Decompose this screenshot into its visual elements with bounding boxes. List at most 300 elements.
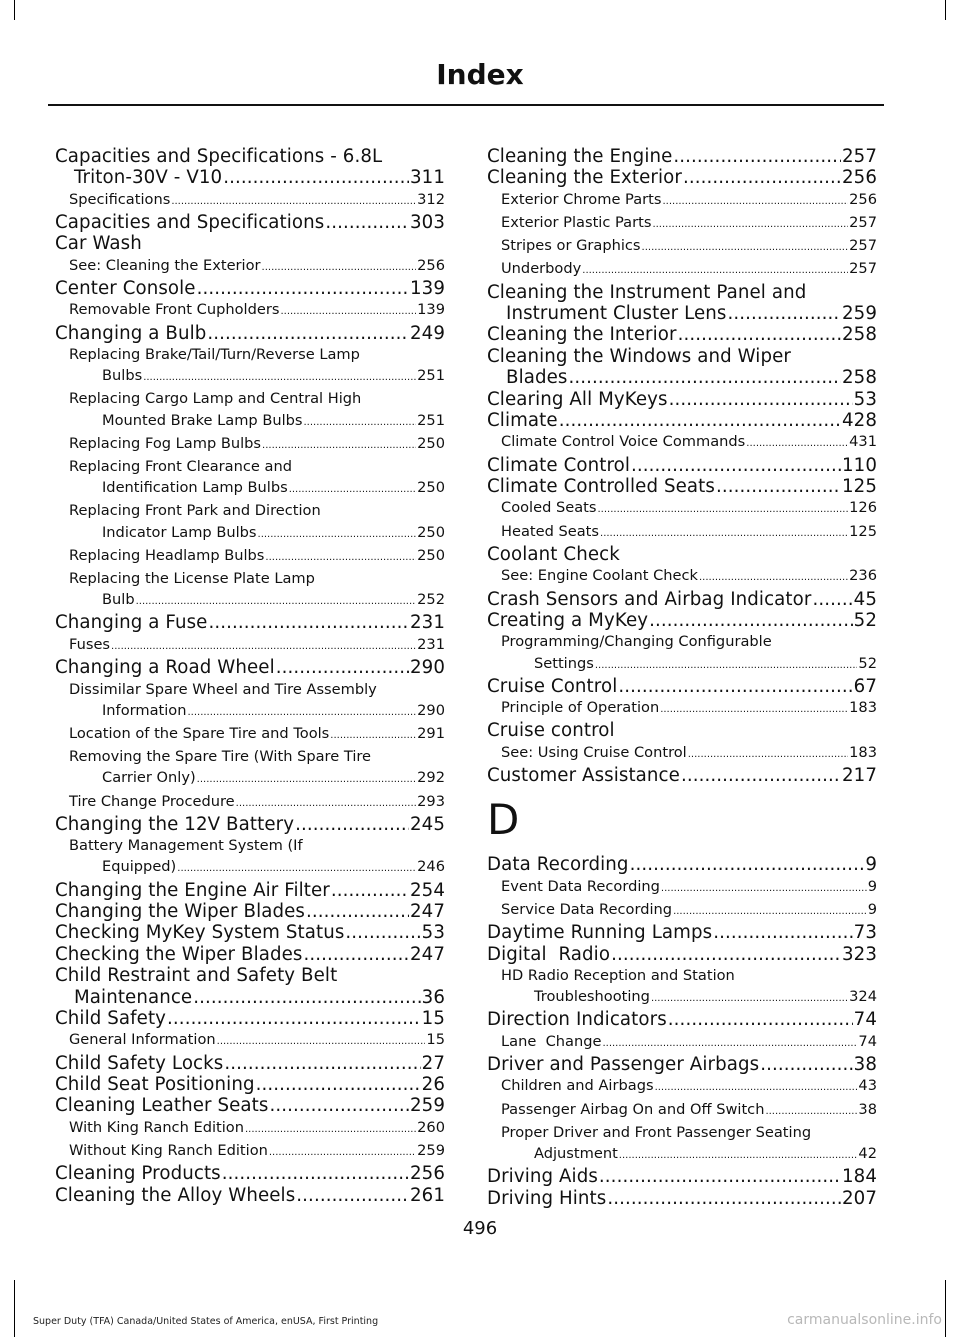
dot-leader — [269, 1142, 416, 1163]
entry-text: Child Restraint and Safety Belt — [55, 965, 338, 987]
entry-text: Climate Controlled Seats — [487, 476, 715, 498]
entry-page-number: 183 — [849, 699, 877, 717]
index-entry[interactable] — [487, 765, 877, 786]
dot-leader — [207, 323, 409, 344]
index-subentry[interactable] — [487, 212, 877, 235]
entry-page-number: 258 — [841, 324, 877, 346]
entry-text: Changing a Bulb — [55, 322, 207, 344]
entry-text: Direction Indicators — [487, 1009, 667, 1031]
entry-page-number: 246 — [417, 858, 445, 876]
index-entry[interactable] — [55, 1053, 445, 1074]
index-entry[interactable] — [487, 1166, 877, 1187]
entry-text: Triton-30V - V10 — [74, 167, 223, 189]
entry-page-number: 217 — [841, 764, 877, 786]
index-entry[interactable] — [487, 167, 877, 188]
entry-page-number: 125 — [841, 476, 877, 498]
entry-text: Cruise Control — [487, 675, 618, 697]
index-entry[interactable] — [487, 455, 877, 476]
index-entry[interactable] — [487, 922, 877, 943]
entry-page-number: 247 — [409, 900, 445, 922]
index-subentry[interactable] — [487, 1099, 877, 1122]
entry-page-number: 38 — [858, 1100, 877, 1118]
entry-text: Daytime Running Lamps — [487, 922, 713, 944]
entry-text: Identification Lamp Bulbs — [102, 479, 288, 497]
dot-leader — [642, 237, 849, 258]
entry-page-number: 290 — [417, 701, 445, 719]
index-subentry[interactable] — [487, 565, 877, 588]
index-entry[interactable] — [55, 612, 445, 633]
dot-leader — [111, 636, 416, 657]
entry-text: Underbody — [501, 260, 582, 278]
entry-page-number: 15 — [421, 1007, 445, 1029]
entry-page-number: 250 — [417, 523, 445, 541]
entry-text: Cooled Seats — [501, 499, 597, 517]
index-subentry[interactable] — [55, 433, 445, 456]
entry-text: Climate Control Voice Commands — [501, 433, 746, 451]
index-subentry[interactable] — [55, 568, 445, 612]
entry-text: Cleaning the Exterior — [487, 167, 682, 189]
entry-text: Proper Driver and Front Passenger Seating — [501, 1123, 812, 1141]
entry-page-number: 257 — [849, 237, 877, 255]
entry-page-number: 245 — [409, 813, 445, 835]
index-subentry[interactable] — [487, 521, 877, 544]
entry-text: Cleaning the Alloy Wheels — [55, 1184, 296, 1206]
index-entry[interactable] — [487, 410, 877, 431]
index-entry[interactable] — [55, 880, 445, 901]
entry-page-number: 251 — [417, 411, 445, 429]
dot-leader — [236, 793, 416, 814]
entry-text: Cleaning the Instrument Panel and — [487, 281, 807, 303]
entry-text: Lane Change — [501, 1032, 602, 1050]
dot-leader — [295, 814, 409, 835]
dot-leader — [217, 1031, 426, 1052]
dot-leader — [599, 1166, 841, 1187]
dot-leader — [728, 303, 841, 324]
entry-text: Replacing Headlamp Bulbs — [69, 546, 265, 564]
entry-text: Location of the Spare Tire and Tools — [69, 724, 330, 742]
entry-page-number: 293 — [417, 792, 445, 810]
index-entry[interactable] — [55, 1163, 445, 1184]
dot-leader — [245, 1119, 416, 1140]
entry-text: Changing the 12V Battery — [55, 813, 295, 835]
entry-page-number: 256 — [841, 167, 877, 189]
entry-page-number: 139 — [417, 301, 445, 319]
entry-text: Cleaning Leather Seats — [55, 1095, 269, 1117]
index-entry[interactable] — [55, 146, 445, 189]
dot-leader — [649, 610, 853, 631]
index-entry[interactable] — [487, 720, 877, 741]
index-entry[interactable] — [55, 1185, 445, 1206]
entry-text: Removing the Spare Tire (With Spare Tire — [69, 748, 372, 766]
dot-leader — [331, 880, 409, 901]
dot-leader — [224, 1053, 420, 1074]
dot-leader — [296, 1185, 409, 1206]
dot-leader — [325, 212, 409, 233]
page-number: 496 — [462, 1218, 498, 1239]
entry-page-number: 207 — [841, 1187, 877, 1209]
dot-leader — [345, 922, 420, 943]
index-subentry[interactable] — [487, 235, 877, 258]
entry-text: Replacing Front Park and Direction — [69, 502, 321, 520]
entry-page-number: 15 — [426, 1031, 445, 1049]
index-entry[interactable] — [55, 901, 445, 922]
entry-page-number: 290 — [409, 657, 445, 679]
entry-text: Settings — [534, 654, 594, 672]
entry-text: Child Seat Positioning — [55, 1073, 255, 1095]
dot-leader — [559, 410, 841, 431]
entry-page-number: 73 — [853, 922, 877, 944]
dot-leader — [652, 214, 848, 235]
index-entry[interactable] — [55, 1074, 445, 1095]
index-subentry[interactable] — [487, 1075, 877, 1098]
dot-leader — [262, 257, 417, 278]
entry-text: Battery Management System (If — [69, 837, 303, 855]
entry-page-number: 260 — [417, 1118, 445, 1136]
index-subentry[interactable] — [487, 631, 877, 675]
entry-text: Data Recording — [487, 854, 629, 876]
index-subentry[interactable] — [55, 1029, 445, 1052]
index-subentry[interactable] — [55, 500, 445, 544]
dot-leader — [569, 367, 841, 388]
header-divider — [48, 104, 884, 106]
index-entry[interactable] — [55, 323, 445, 344]
entry-text: Fuses — [69, 635, 111, 653]
entry-page-number: 259 — [841, 303, 877, 325]
entry-text: Changing a Fuse — [55, 612, 208, 634]
index-entry[interactable] — [487, 544, 877, 565]
entry-text: Center Console — [55, 278, 196, 300]
dot-leader — [306, 901, 409, 922]
dot-leader — [582, 260, 848, 281]
dot-leader — [280, 301, 416, 322]
index-subentry[interactable] — [487, 697, 877, 720]
entry-page-number: 74 — [858, 1032, 877, 1050]
dot-leader — [193, 987, 420, 1008]
entry-page-number: 45 — [853, 588, 877, 610]
entry-page-number: 431 — [849, 433, 877, 451]
entry-text: Cleaning Products — [55, 1163, 221, 1185]
dot-leader — [660, 699, 848, 720]
dot-leader — [143, 367, 416, 388]
entry-text: Capacities and Specifications — [55, 212, 325, 234]
entry-text: Blades — [506, 367, 568, 389]
index-entry[interactable] — [487, 324, 877, 345]
index-entry[interactable] — [487, 282, 877, 325]
entry-page-number: 43 — [858, 1077, 877, 1095]
entry-text: Clearing All MyKeys — [487, 388, 668, 410]
dot-leader — [661, 878, 867, 899]
entry-text: Bulbs — [102, 367, 143, 385]
dot-leader — [611, 944, 841, 965]
entry-text: Mounted Brake Lamp Bulbs — [102, 411, 303, 429]
entry-page-number: 53 — [853, 388, 877, 410]
dot-leader — [223, 167, 409, 188]
entry-page-number: 261 — [409, 1184, 445, 1206]
index-entry[interactable] — [487, 1188, 877, 1209]
dot-leader — [765, 1101, 857, 1122]
index-subentry[interactable] — [55, 679, 445, 723]
index-subentry[interactable] — [55, 255, 445, 278]
dot-leader — [619, 1145, 858, 1166]
dot-leader — [699, 567, 848, 588]
crop-mark-bottom-left-v — [14, 1280, 15, 1337]
entry-text: Checking MyKey System Status — [55, 922, 345, 944]
entry-text: Replacing Cargo Lamp and Central High — [69, 390, 362, 408]
entry-page-number: 312 — [417, 190, 445, 208]
entry-page-number: 52 — [853, 609, 877, 631]
entry-page-number: 257 — [849, 260, 877, 278]
entry-text: Stripes or Graphics — [501, 237, 641, 255]
dot-leader — [673, 901, 867, 922]
entry-page-number: 311 — [409, 167, 445, 189]
entry-page-number: 53 — [421, 922, 445, 944]
watermark: carmanualsonline.info — [787, 1312, 942, 1328]
index-subentry[interactable] — [55, 1117, 445, 1140]
entry-text: Tire Change Procedure — [69, 792, 235, 810]
dot-leader — [746, 433, 848, 454]
entry-text: Event Data Recording — [501, 877, 660, 895]
entry-text: Service Data Recording — [501, 900, 673, 918]
index-subentry[interactable] — [487, 899, 877, 922]
entry-page-number: 26 — [421, 1073, 445, 1095]
index-entry[interactable] — [55, 922, 445, 943]
index-entry[interactable] — [55, 278, 445, 299]
entry-page-number: 257 — [841, 146, 877, 167]
index-subentry[interactable] — [487, 1031, 877, 1054]
index-subentry[interactable] — [55, 634, 445, 657]
dot-leader — [683, 167, 841, 188]
index-subentry[interactable] — [55, 746, 445, 790]
entry-page-number: 324 — [849, 988, 877, 1006]
crop-mark-top-left-v — [14, 0, 15, 20]
index-subentry[interactable] — [55, 299, 445, 322]
entry-text: Car Wash — [55, 233, 142, 255]
entry-text: Passenger Airbag On and Off Switch — [501, 1100, 765, 1118]
index-subentry[interactable] — [487, 742, 877, 765]
entry-page-number: 231 — [409, 612, 445, 634]
entry-page-number: 428 — [841, 410, 877, 432]
entry-page-number: 231 — [417, 635, 445, 653]
dot-leader — [269, 1095, 409, 1116]
entry-text: Replacing Front Clearance and — [69, 458, 292, 476]
dot-leader — [631, 455, 841, 476]
entry-text: Checking the Wiper Blades — [55, 943, 303, 965]
dot-leader — [618, 676, 852, 697]
index-subentry[interactable] — [487, 258, 877, 281]
dot-leader — [607, 1188, 841, 1209]
entry-text: Programming/Changing Configurable — [501, 633, 772, 651]
dot-leader — [598, 499, 849, 520]
index-subentry[interactable] — [487, 1122, 877, 1166]
entry-text: Instrument Cluster Lens — [506, 303, 727, 325]
index-entry[interactable] — [55, 1008, 445, 1029]
index-entry[interactable] — [487, 1009, 877, 1030]
dot-leader — [688, 744, 848, 765]
dot-leader — [258, 524, 417, 545]
entry-text: Changing the Wiper Blades — [55, 900, 305, 922]
entry-text: Cruise control — [487, 720, 615, 742]
entry-page-number: 257 — [849, 214, 877, 232]
index-subentry[interactable] — [487, 965, 877, 1009]
index-subentry[interactable] — [55, 344, 445, 388]
entry-text: Capacities and Specifications - 6.8L — [55, 146, 383, 167]
index-entry[interactable] — [487, 589, 877, 610]
index-entry[interactable] — [487, 346, 877, 389]
entry-page-number: 291 — [417, 724, 445, 742]
dot-leader — [304, 412, 417, 433]
index-entry[interactable] — [55, 212, 445, 233]
dot-leader — [289, 479, 416, 500]
entry-text: See: Cleaning the Exterior — [69, 256, 261, 274]
entry-text: Driving Hints — [487, 1187, 607, 1209]
dot-leader — [197, 769, 416, 790]
index-entry[interactable] — [487, 944, 877, 965]
index-subentry[interactable] — [55, 1140, 445, 1163]
dot-leader — [197, 278, 409, 299]
dot-leader — [171, 191, 416, 212]
entry-text: Replacing Fog Lamp Bulbs — [69, 434, 262, 452]
entry-text: Replacing the License Plate Lamp — [69, 570, 315, 588]
index-entry[interactable] — [487, 676, 877, 697]
entry-page-number: 250 — [417, 546, 445, 564]
entry-page-number: 36 — [421, 986, 445, 1008]
dot-leader — [673, 146, 841, 167]
entry-text: Coolant Check — [487, 543, 620, 565]
entry-text: Without King Ranch Edition — [69, 1142, 268, 1159]
entry-page-number: 9 — [867, 877, 877, 895]
index-subentry[interactable] — [55, 189, 445, 212]
index-entry[interactable] — [487, 146, 877, 167]
dot-leader — [222, 1163, 409, 1184]
dot-leader — [681, 765, 841, 786]
index-entry[interactable] — [487, 610, 877, 631]
dot-leader — [208, 612, 409, 633]
entry-page-number: 74 — [853, 1009, 877, 1031]
dot-leader — [662, 191, 848, 212]
entry-text: Digital Radio — [487, 943, 611, 965]
index-subentry[interactable] — [55, 791, 445, 814]
entry-text: Changing the Engine Air Filter — [55, 879, 330, 901]
entry-text: See: Using Cruise Control — [501, 743, 687, 761]
entry-text: Exterior Plastic Parts — [501, 214, 652, 232]
index-subentry[interactable] — [487, 431, 877, 454]
entry-text: Troubleshooting — [534, 988, 650, 1006]
index-subentry[interactable] — [487, 876, 877, 899]
dot-leader — [668, 1009, 853, 1030]
index-entry[interactable] — [55, 965, 445, 1008]
section-letter: D — [487, 795, 520, 845]
entry-text: Children and Airbags — [501, 1077, 654, 1095]
index-entry[interactable] — [55, 233, 445, 254]
entry-text: Climate — [487, 410, 558, 432]
dot-leader — [595, 655, 858, 676]
index-column-left — [55, 146, 445, 1206]
index-entry[interactable] — [487, 389, 877, 410]
dot-leader — [716, 476, 841, 497]
index-subentry[interactable] — [487, 497, 877, 520]
entry-text: Carrier Only) — [102, 769, 196, 787]
entry-page-number: 249 — [409, 322, 445, 344]
entry-page-number: 258 — [841, 367, 877, 389]
dot-leader — [602, 1033, 857, 1054]
entry-text: Information — [102, 701, 187, 719]
index-entry[interactable] — [55, 814, 445, 835]
index-entry[interactable] — [55, 1095, 445, 1116]
entry-text: Indicator Lamp Bulbs — [102, 523, 257, 541]
dot-leader — [713, 922, 852, 943]
dot-leader — [678, 324, 841, 345]
entry-text: Specifications — [69, 190, 171, 208]
crop-mark-bottom-right-v — [945, 1280, 946, 1337]
entry-page-number: 250 — [417, 434, 445, 452]
dot-leader — [669, 389, 853, 410]
entry-page-number: 38 — [853, 1053, 877, 1075]
dot-leader — [256, 1074, 421, 1095]
entry-text: Exterior Chrome Parts — [501, 190, 662, 208]
entry-page-number: 250 — [417, 479, 445, 497]
entry-text: Cleaning the Interior — [487, 324, 677, 346]
dot-leader — [262, 435, 416, 456]
index-entry[interactable] — [487, 1054, 877, 1075]
index-entry[interactable] — [55, 657, 445, 678]
entry-text: Driving Aids — [487, 1166, 598, 1188]
dot-leader — [760, 1054, 852, 1075]
entry-text: See: Engine Coolant Check — [501, 567, 698, 585]
dot-leader — [600, 523, 848, 544]
entry-text: Child Safety — [55, 1007, 167, 1029]
entry-page-number: 110 — [841, 454, 877, 476]
index-entry[interactable] — [487, 854, 877, 875]
entry-page-number: 42 — [858, 1145, 877, 1162]
index-subentry[interactable] — [487, 189, 877, 212]
index-entry[interactable] — [55, 944, 445, 965]
footer-text: Super Duty (TFA) Canada/United States of America, enUSA, First Printing — [33, 1316, 379, 1327]
entry-text: Creating a MyKey — [487, 609, 649, 631]
page-title: Index — [436, 58, 524, 91]
index-subentry[interactable] — [55, 388, 445, 432]
entry-text: Crash Sensors and Airbag Indicator — [487, 588, 812, 610]
entry-text: Customer Assistance — [487, 764, 680, 786]
entry-page-number: 139 — [409, 278, 445, 300]
dot-leader — [812, 589, 852, 610]
entry-text: Bulb — [102, 591, 135, 609]
index-subentry[interactable] — [55, 456, 445, 500]
dot-leader — [177, 858, 416, 879]
entry-text: Equipped) — [102, 858, 177, 876]
entry-page-number: 254 — [409, 879, 445, 901]
entry-page-number: 256 — [849, 190, 877, 208]
entry-page-number: 183 — [849, 743, 877, 761]
entry-text: General Information — [69, 1031, 216, 1049]
entry-text: HD Radio Reception and Station — [501, 966, 735, 984]
entry-text: Heated Seats — [501, 522, 600, 540]
entry-page-number: 236 — [849, 567, 877, 585]
index-subentry[interactable] — [55, 545, 445, 568]
entry-text: Replacing Brake/Tail/Turn/Reverse Lamp — [69, 346, 360, 364]
dot-leader — [330, 725, 416, 746]
index-subentry[interactable] — [55, 835, 445, 879]
crop-mark-top-right-v — [945, 0, 946, 20]
entry-page-number: 52 — [858, 654, 877, 672]
entry-text: Changing a Road Wheel — [55, 657, 275, 679]
index-entry[interactable] — [487, 476, 877, 497]
dot-leader — [167, 1008, 421, 1029]
entry-page-number: 259 — [409, 1095, 445, 1117]
entry-page-number: 27 — [421, 1052, 445, 1074]
entry-page-number: 126 — [849, 499, 877, 517]
dot-leader — [630, 854, 865, 875]
index-subentry[interactable] — [55, 723, 445, 746]
